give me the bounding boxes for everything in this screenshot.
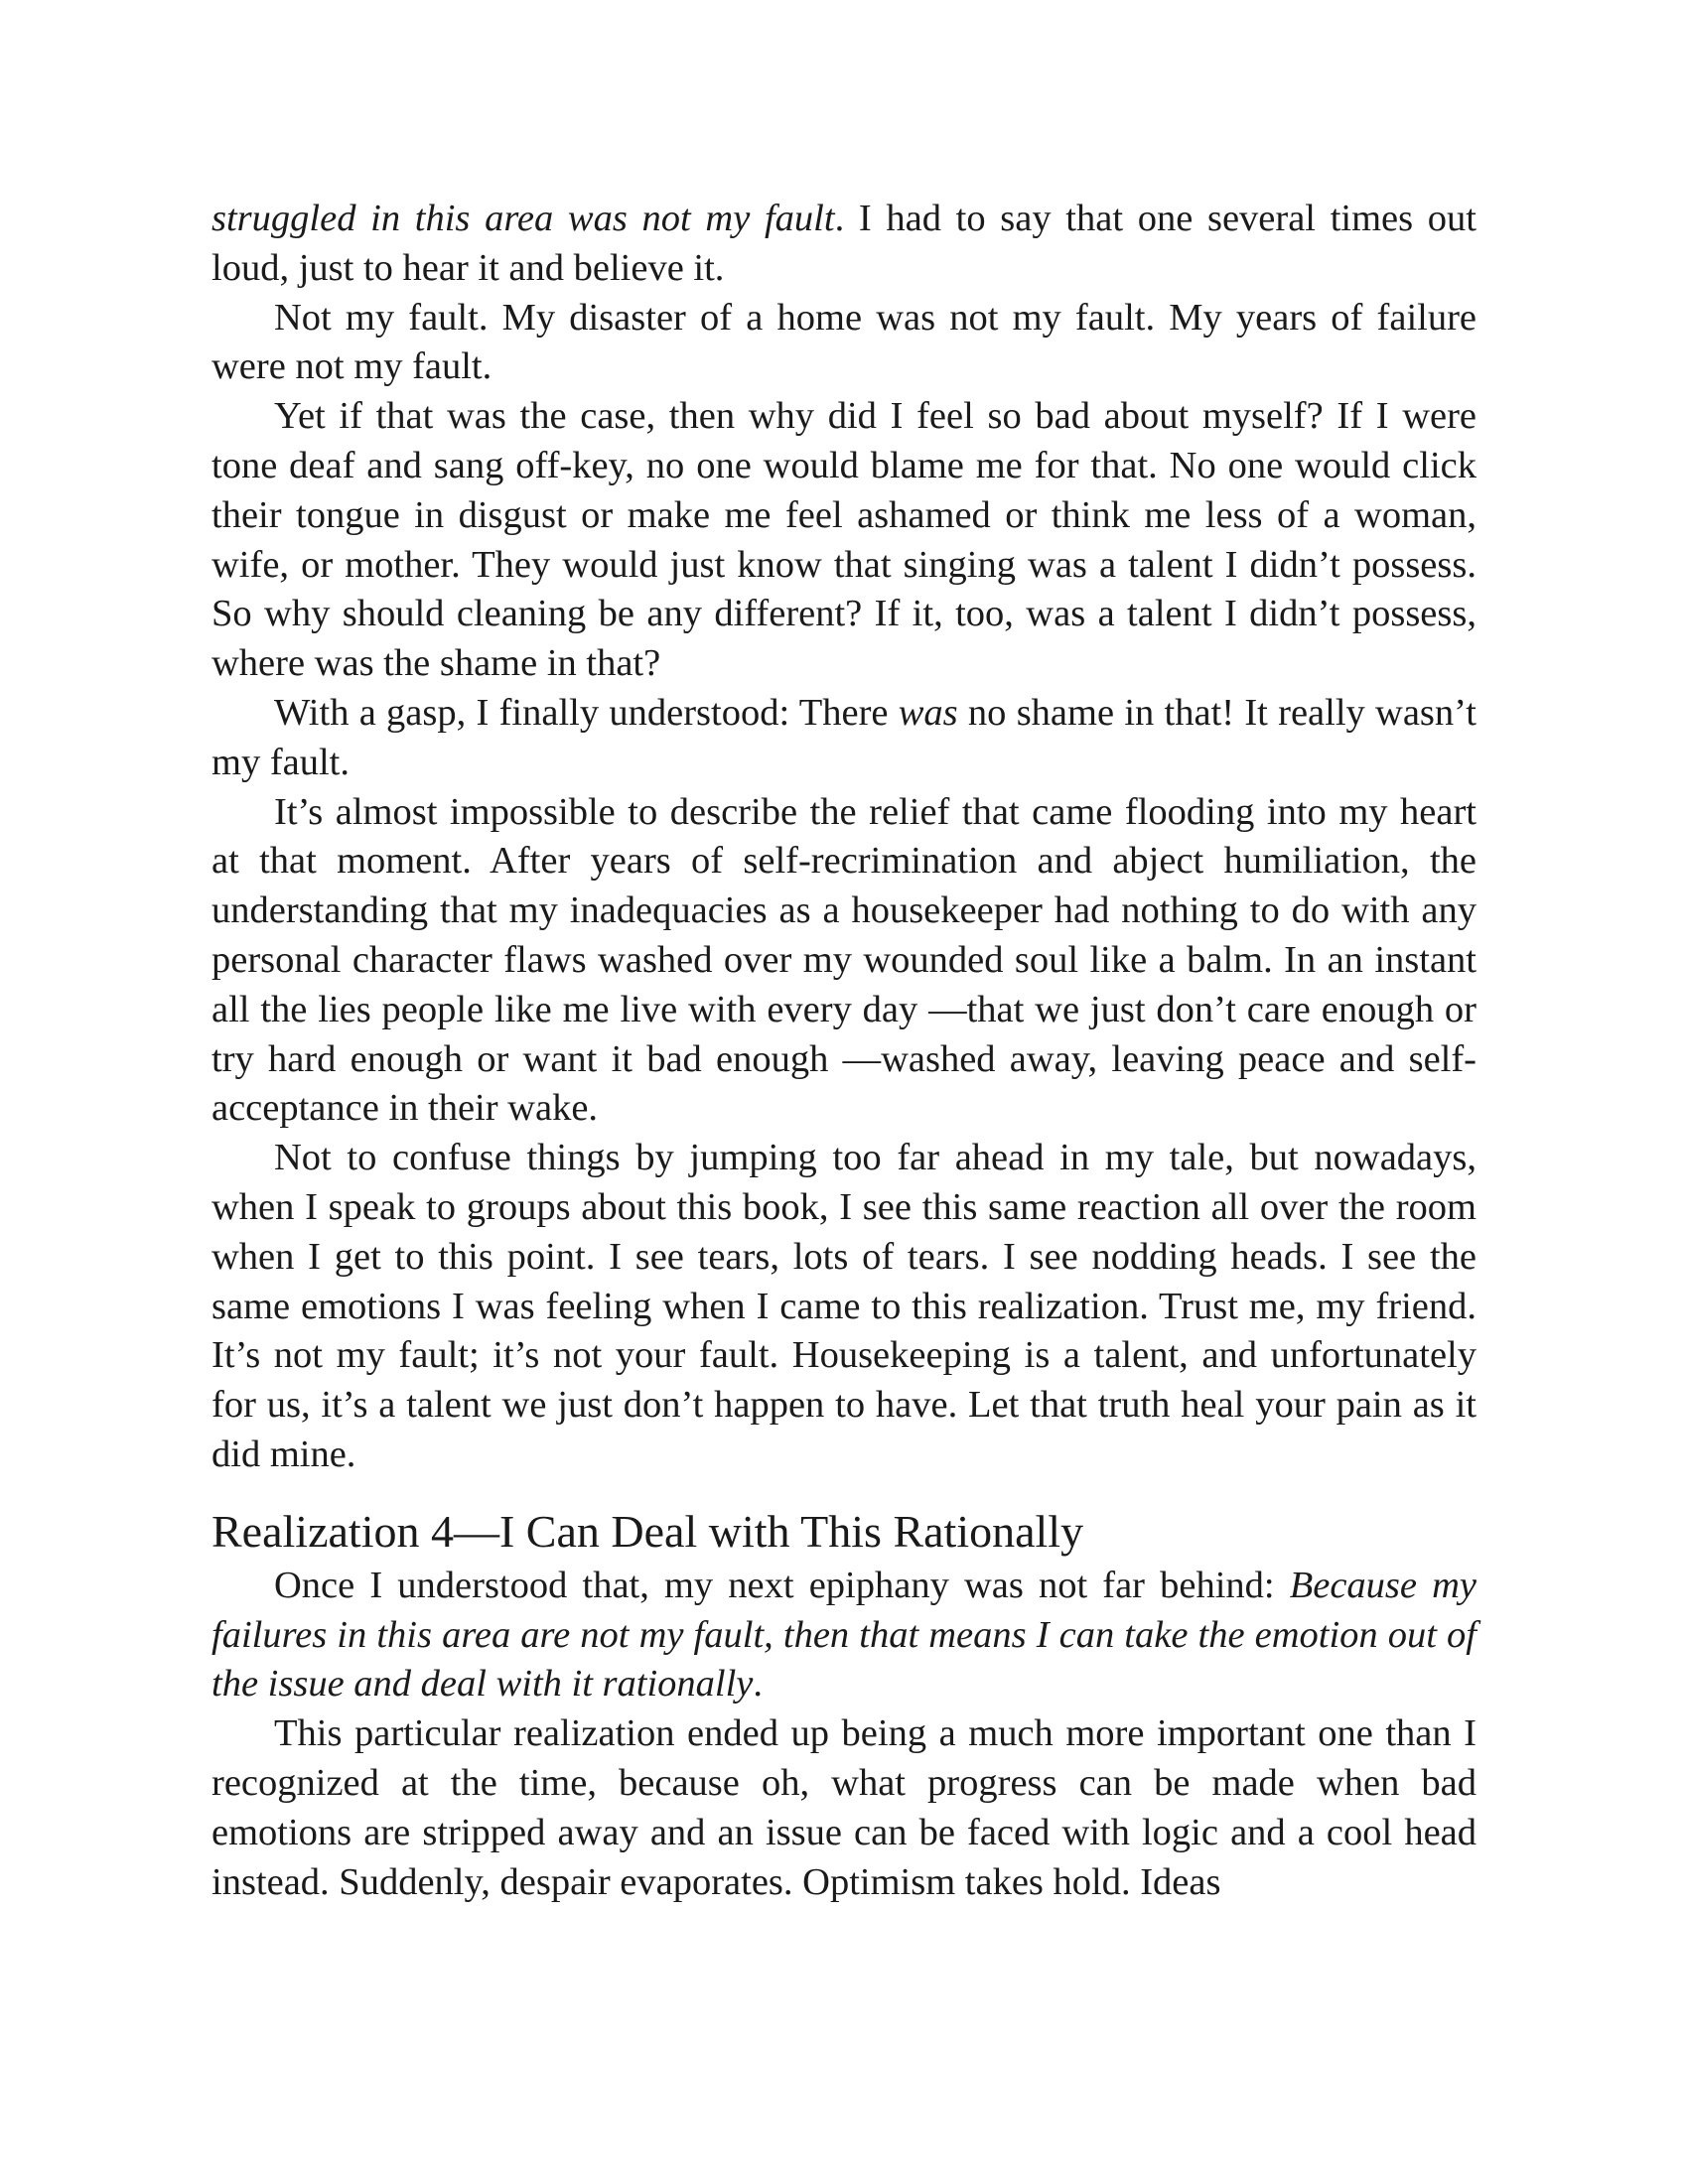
paragraph [211,195,1477,294]
text-run: This particular realization ended up being a much more important one than I recognized at the time, because oh, what progress can be made when bad emotions are stripped away and an issue can be faced with logic and a cool head instead. Suddenly, despair evaporates. Optimism takes hold. Ideas [211,1712,1477,1903]
paragraphs-before [211,195,1477,1480]
text-run: It’s almost impossible to describe the relief that came flooding into my heart at that moment. After years of self-recrimination and abject humiliation, the understanding that my inadequacies as a housekeeper had nothing to do with any personal character flaws washed over my wounded soul like a balm. In an instant all the lies people like me live with every day —that we just don’t care enough or try hard enough or want it bad enough —washed away, leaving peace and self-acceptance in their wake. [211,790,1477,1130]
text-run: Yet if that was the case, then why did I feel so bad about myself? If I were tone deaf and sang off-key, no one would blame me for that. No one would click their tongue in disgust or make me feel ashamed or think me less of a woman, wife, or mother. They would just know that singing was a talent I didn’t possess. So why should cleaning be any different? If it, too, was a talent I didn’t possess, where was the shame in that? [211,395,1477,685]
text-run: . I had to say that one several times out loud, just to hear it and believe it. [211,198,1477,289]
paragraph [211,689,1477,788]
text-run: no shame in that! It really wasn’t my fault. [211,691,1477,783]
text-run: Once I understood that, my next epiphany was not far behind: [274,1564,1290,1606]
paragraph [211,1562,1477,1709]
text-run: . [753,1663,764,1706]
paragraph [211,788,1477,1135]
section-heading: Realization 4—I Can Deal with This Rationally [211,1505,1084,1557]
text-run: Not my fault. My disaster of a home was not my fault. My years of failure were not my fault. [211,296,1477,388]
paragraph [211,1134,1477,1480]
page-body [211,195,1477,1907]
italic-text: Because my failures in this area are not my fault, then that means I can take the emotion out of the issue and deal with it rationally [211,1564,1477,1706]
italic-text: struggled in this area was not my fault [211,198,835,239]
italic-text: was [898,691,958,734]
paragraph [211,294,1477,393]
paragraph [211,392,1477,689]
text-run: Not to confuse things by jumping too far ahead in my tale, but nowadays, when I speak to groups about this book, I see this same reaction all over the room when I get to this point. I see tears, lots of tears. I see nodding heads. I see the same emotions I was feeling when I came to this realization. Trust me, my friend. It’s not my fault; it’s not your fault. Housekeeping is a talent, and unfortunately for us, it’s a talent we just don’t happen to have. Let that truth heal your pain as it did mine. [211,1137,1477,1475]
text-run: With a gasp, I finally understood: There [274,691,899,734]
paragraph [211,1709,1477,1907]
paragraphs-after [211,1562,1477,1908]
